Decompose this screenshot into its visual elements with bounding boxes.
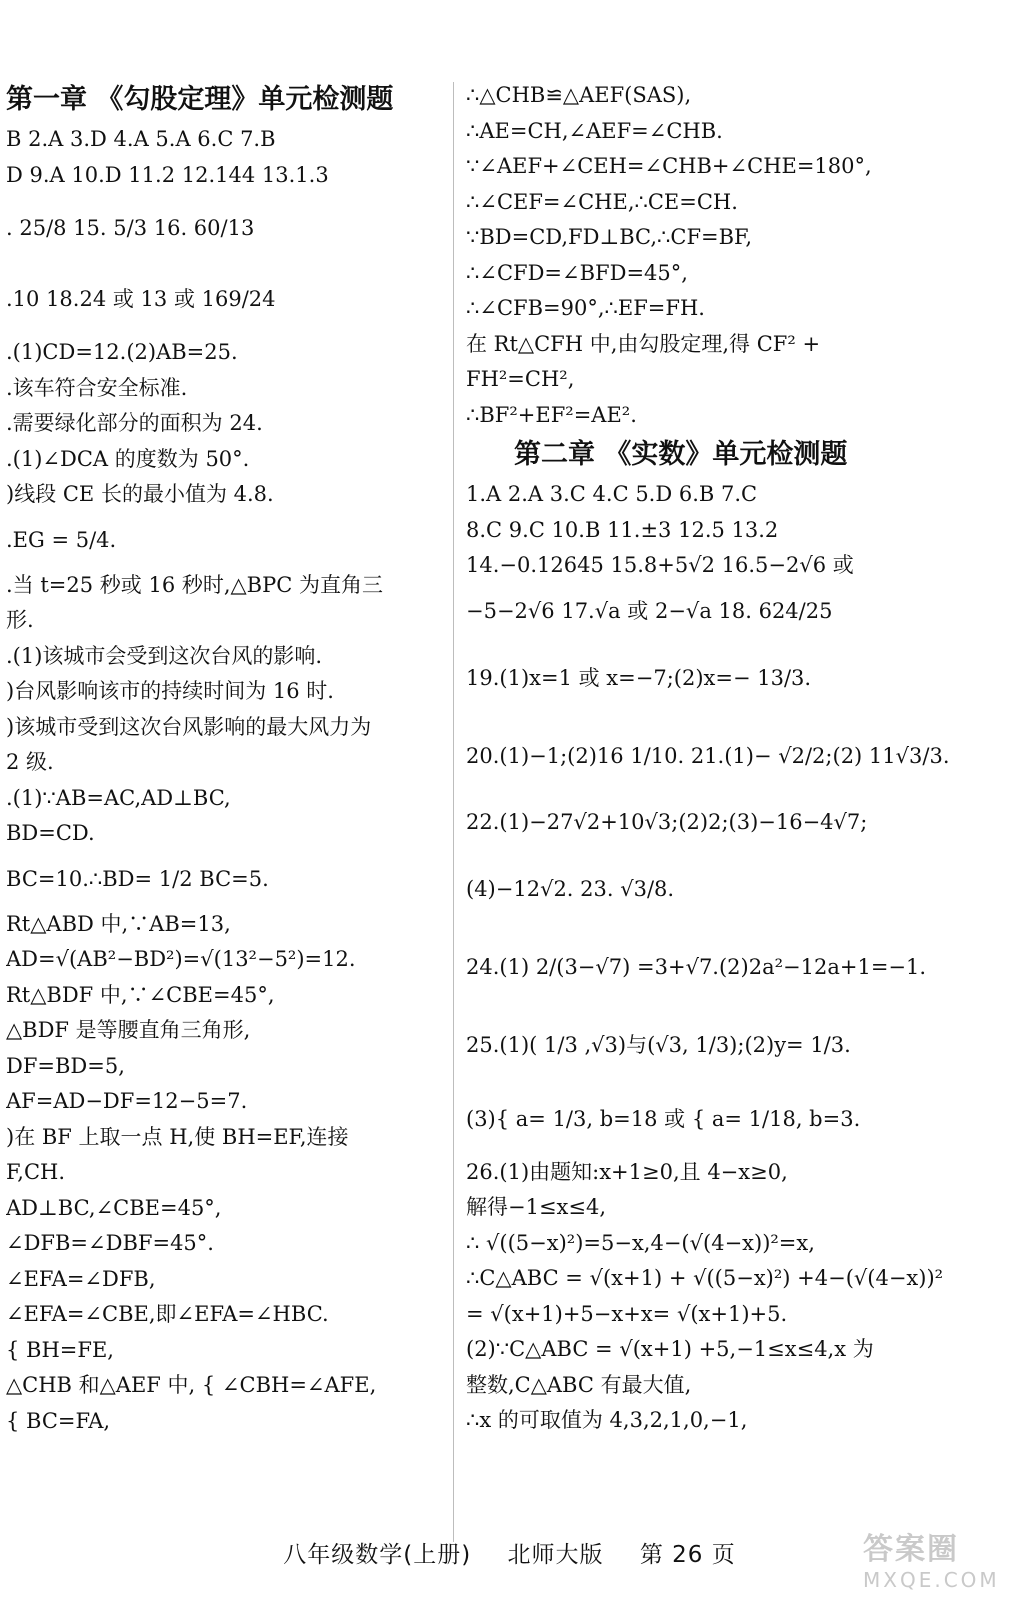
answer-line: BC=10.∴BD= 1/2 BC=5.: [6, 866, 269, 891]
answer-line: { BC=FA,: [6, 1408, 111, 1433]
answer-line: .10 18.24 或 13 或 169/24: [6, 287, 276, 311]
footer-edition: 北师大版: [507, 1542, 604, 1568]
answer-line: ∴∠CFD=∠BFD=45°,: [466, 260, 688, 285]
footer-grade: 八年级数学(上册): [283, 1542, 472, 1568]
answer-line: . 25/8 15. 5/3 16. 60/13: [6, 216, 255, 240]
answer-line: )该城市受到这次台风影响的最大风力为: [6, 714, 372, 739]
column-divider: [453, 82, 454, 1542]
answer-line: 形.: [6, 608, 34, 632]
answer-line: (3){ a= 1/3, b=18 或 { a= 1/18, b=3.: [466, 1106, 861, 1131]
answer-line: F,CH.: [6, 1160, 66, 1184]
answer-line: 19.(1)x=1 或 x=−7;(2)x=− 13/3.: [466, 665, 812, 690]
answer-line: 2 级.: [6, 750, 54, 774]
answer-line: (2)∵C△ABC = √(x+1) +5,−1≤x≤4,x 为: [466, 1337, 874, 1361]
answer-line: .(1)该城市会受到这次台风的影响.: [6, 643, 323, 668]
answer-line: ∴AE=CH,∠AEF=∠CHB.: [466, 118, 723, 143]
answer-line: )台风影响该市的持续时间为 16 时.: [6, 679, 334, 703]
answer-line: (4)−12√2. 23. √3/8.: [466, 876, 675, 901]
answer-line: AF=AD−DF=12−5=7.: [6, 1089, 248, 1113]
chapter-2-title: 第二章 《实数》单元检测题: [514, 439, 848, 470]
right-column: [466, 78, 1006, 1439]
answer-line: Rt△ABD 中,∵AB=13,: [6, 911, 231, 936]
answer-line: △BDF 是等腰直角三角形,: [6, 1018, 251, 1042]
answer-line: ∵∠AEF+∠CEH=∠CHB+∠CHE=180°,: [466, 154, 872, 178]
answer-line: ∴∠CEF=∠CHE,∴CE=CH.: [466, 189, 738, 214]
answer-line: .(1)∠DCA 的度数为 50°.: [6, 446, 250, 471]
chapter-1-title: 第一章 《勾股定理》单元检测题: [6, 84, 394, 115]
answer-line: ∠DFB=∠DBF=45°.: [6, 1231, 214, 1255]
answer-line: ∠EFA=∠DFB,: [6, 1266, 156, 1291]
answer-line: ∴x 的可取值为 4,3,2,1,0,−1,: [466, 1408, 748, 1432]
answer-line: 8.C 9.C 10.B 11.±3 12.5 13.2: [466, 517, 779, 542]
answer-line: ∠EFA=∠CBE,即∠EFA=∠HBC.: [6, 1302, 329, 1326]
answer-line: .当 t=25 秒或 16 秒时,△BPC 为直角三: [6, 572, 383, 597]
answer-line: 22.(1)−27√2+10√3;(2)2;(3)−16−4√7;: [466, 809, 868, 834]
answer-line: )在 BF 上取一点 H,使 BH=EF,连接: [6, 1124, 349, 1149]
answer-line: AD=√(AB²−BD²)=√(13²−5²)=12.: [6, 947, 356, 971]
answer-line: 整数,C△ABC 有最大值,: [466, 1372, 692, 1397]
answer-line: Rt△BDF 中,∵∠CBE=45°,: [6, 982, 275, 1007]
left-column: [6, 78, 446, 1439]
footer-page-number: 第 26 页: [639, 1542, 736, 1568]
answer-line: 26.(1)由题知:x+1≥0,且 4−x≥0,: [466, 1159, 788, 1184]
answer-line: −5−2√6 17.√a 或 2−√a 18. 624/25: [466, 598, 833, 623]
answer-line: .该车符合安全标准.: [6, 375, 188, 400]
answer-line: .(1)CD=12.(2)AB=25.: [6, 340, 238, 364]
answer-line: △CHB 和△AEF 中, { ∠CBH=∠AFE,: [6, 1373, 377, 1397]
answer-line: )线段 CE 长的最小值为 4.8.: [6, 482, 274, 506]
answer-line: ∴C△ABC = √(x+1) + √((5−x)²) +4−(√(4−x))²: [466, 1266, 944, 1290]
answer-line: D 9.A 10.D 11.2 12.144 13.1.3: [6, 162, 329, 187]
answer-line: 14.−0.12645 15.8+5√2 16.5−2√6 或: [466, 553, 854, 577]
answer-line: 在 Rt△CFH 中,由勾股定理,得 CF² +: [466, 331, 821, 356]
answer-line: B 2.A 3.D 4.A 5.A 6.C 7.B: [6, 127, 276, 151]
answer-line: .(1)∵AB=AC,AD⊥BC,: [6, 785, 231, 810]
answer-line: .EG = 5/4.: [6, 527, 117, 552]
answer-line: { BH=FE,: [6, 1337, 114, 1362]
answer-line: 25.(1)( 1/3 ,√3)与(√3, 1/3);(2)y= 1/3.: [466, 1032, 851, 1057]
answer-line: BD=CD.: [6, 821, 95, 845]
answer-line: ∴ √((5−x)²)=5−x,4−(√(4−x))²=x,: [466, 1230, 815, 1255]
watermark-bottom: MXQE.COM: [863, 1568, 1000, 1592]
answer-line: DF=BD=5,: [6, 1053, 125, 1078]
answer-line: ∴BF²+EF²=AE².: [466, 402, 637, 427]
answer-line: 20.(1)−1;(2)16 1/10. 21.(1)− √2/2;(2) 11√3/3.: [466, 743, 950, 768]
answer-line: ∴∠CFB=90°,∴EF=FH.: [466, 296, 705, 320]
answer-line: 24.(1) 2/(3−√7) =3+√7.(2)2a²−12a+1=−1.: [466, 954, 927, 979]
answer-line: ∴△CHB≌△AEF(SAS),: [466, 83, 692, 107]
answer-line: = √(x+1)+5−x+x= √(x+1)+5.: [466, 1301, 788, 1326]
answer-line: ∵BD=CD,FD⊥BC,∴CF=BF,: [466, 225, 753, 249]
answer-line: 解得−1≤x≤4,: [466, 1195, 607, 1219]
answer-line: AD⊥BC,∠CBE=45°,: [6, 1195, 222, 1220]
answer-line: .需要绿化部分的面积为 24.: [6, 411, 263, 435]
watermark-top: 答案圈: [863, 1532, 959, 1567]
answer-line: FH²=CH²,: [466, 367, 575, 391]
watermark-logo: [863, 1524, 1013, 1594]
answer-line: 1.A 2.A 3.C 4.C 5.D 6.B 7.C: [466, 482, 758, 506]
